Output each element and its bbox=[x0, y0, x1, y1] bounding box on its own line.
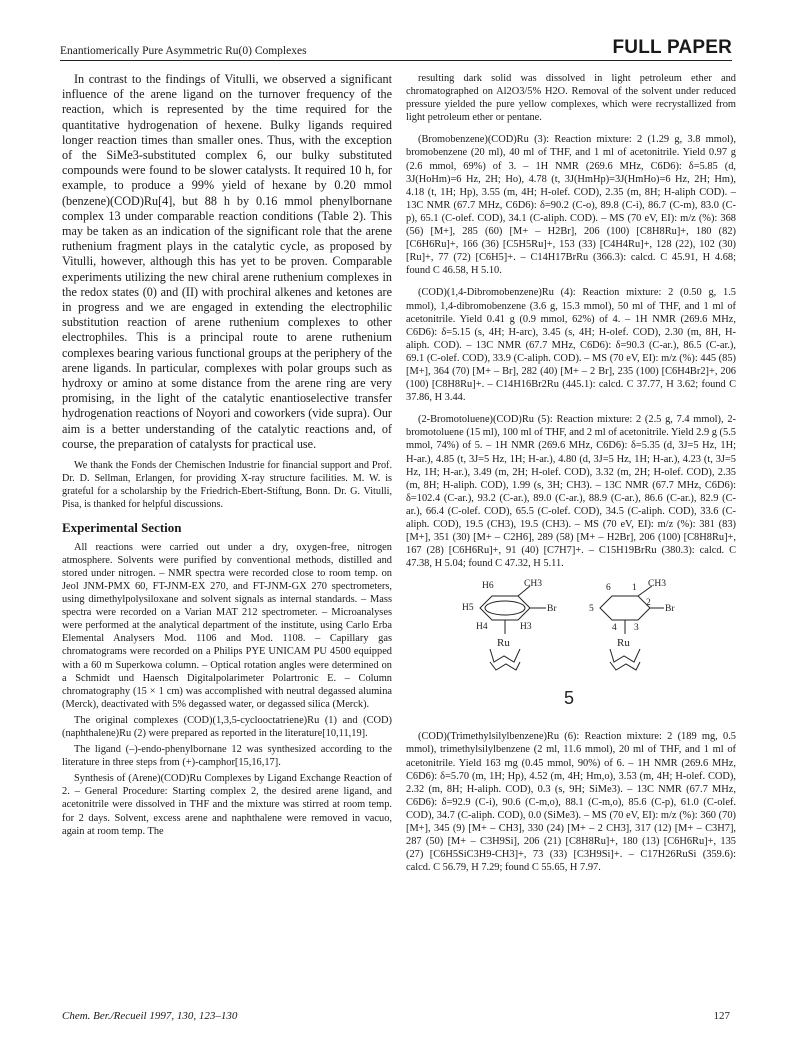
experimental-general-procedure: Synthesis of (Arene)(COD)Ru Complexes by Ligand Exchange Reaction of 2. – General Procedure: Starting complex 2, the desired arene ligand, and acetonitrile were dissolved in THF and the mixture was stirred at room temp. for 2 days. Solvent, excess arene and naphthalene were removed in vacuo, again at room temp. The bbox=[62, 773, 392, 837]
procedure-continuation: resulting dark solid was dissolved in light petroleum ether and chromatographed on Al2O3/5% H2O. Removal of the solvent under reduced pressure yielded the pure yellow complexes, which were recrystallized from light petroleum ether or pentane. bbox=[406, 73, 736, 124]
compound-6-paragraph: (COD)(Trimethylsilylbenzene)Ru (6): Reaction mixture: 2 (189 mg, 0.5 mmol), trimethylsilylbenzene (2 ml, 11.6 mmol), 20 ml of THF, and 1 ml of acetonitrile. Yield 163 mg (0.45 mmol, 90%) of 6. – 1H NMR (269.6 MHz, C6D6): δ=5.70 (m, 1H; Hp), 4.52 (m, 4H; Hm,o), 3.53 (m, 4H; H-olef. COD), 2.32 (m, 8H; H-aliph. COD), 0.3 (s, 9H; SiMe3). – 13C NMR (67.7 MHz, C6D6): δ=92.9 (C-i), 90.6 (C-m,o), 88.1 (C-m,o), 85.6 (C-p), 61.0 (C-olef. COD), 34.7 (C-aliph. COD), 0.0 (SiMe3). – MS (70 eV, EI): m/z (%): 360 (70) [M+], 345 (9) [M+ – CH3], 330 (24) [M+ – 2 CH3], 317 (12) [M+ – C3H7], 287 (50) [M+ – C3H9Si], 206 (21) [C8H8Ru]+, 180 (13) [C6H6Ru]+, 135 (27) [C6H5SiC3H9-CH3]+, 73 (33) [C3H9Si]+. – C17H26RuSi (359.6): calcd. C 56.79, H 7.29; found C 55.65, H 7.97. bbox=[406, 731, 736, 874]
label-ch3-right: CH3 bbox=[648, 579, 666, 590]
left-column bbox=[62, 72, 392, 841]
label-h4: H4 bbox=[476, 622, 488, 633]
label-ru-right: Ru bbox=[617, 637, 630, 650]
running-title: Enantiomerically Pure Asymmetric Ru(0) Complexes bbox=[60, 45, 307, 57]
label-5: 5 bbox=[589, 604, 594, 615]
experimental-heading: Experimental Section bbox=[62, 519, 182, 535]
structure-drawing bbox=[406, 574, 736, 724]
compound-number: 5 bbox=[564, 688, 575, 709]
running-header bbox=[60, 36, 732, 61]
left-arene-ring bbox=[480, 586, 546, 634]
label-ru-left: Ru bbox=[497, 637, 510, 650]
label-2: 2 bbox=[646, 598, 651, 609]
left-cod-ligand bbox=[490, 649, 520, 670]
experimental-ligand: The ligand (–)-endo-phenylbornane 12 was synthesized according to the literature in three steps from (+)-camphor[15,16,17]. bbox=[62, 744, 392, 769]
journal-citation: Chem. Ber./Recueil 1997, 130, 123–130 bbox=[62, 1010, 238, 1022]
label-h3: H3 bbox=[520, 622, 532, 633]
label-br-right: Br bbox=[665, 604, 675, 615]
label-3: 3 bbox=[634, 623, 639, 634]
intro-paragraph: In contrast to the findings of Vitulli, we observed a significant influence of the arene ligand on the turnover frequency of the reaction, which is represented by the time required for the quantitative hydrogenation of hexene. Bulky ligands required longer reaction times than smaller ones. Thus, with the exception of the SiMe3-substituted complex 6, our bulky substituted compounds were found to be slower catalysts. It required 10 h, for example, to produce a 99% yield of hexane by 0.20 mmol (benzene)(COD)Ru[4], but 88 h by 0.16 mmol phenylbornane complex 13 under comparable reaction conditions (Table 2). This may be taken as an indication of the significant role that the arene ruthenium fragment plays in the catalytic cycle, as proposed by Vitulli, however, although this has yet to be proven. Comparable experiments utilizing the new chiral arene ruthenium complexes in the redox states (0) and (II) with prochiral alkenes and ketones are in progress and we are engaged in extending the electrophilic substitution reaction of arene ruthenium complexes to other electrophiles. This is a principal route to arene ruthenium complexes bearing various functional groups at the periphery of the arene ligands. In particular, complexes with polar groups such as hydroxy or amino at some distance from the arene ring are very promising, in the light of the catalytic enantioselective transfer hydrogenation reactions of Noyori and coworkers (vide supra). Our aim is a better understanding of the catalytic reactions and, of course, the preparation of catalysts for practical use. bbox=[62, 72, 392, 451]
page-number: 127 bbox=[713, 1010, 730, 1022]
label-h5: H5 bbox=[462, 603, 474, 614]
label-1: 1 bbox=[632, 583, 637, 594]
label-br-left: Br bbox=[547, 604, 557, 615]
label-4: 4 bbox=[612, 623, 617, 634]
compound-3-paragraph: (Bromobenzene)(COD)Ru (3): Reaction mixture: 2 (1.29 g, 3.8 mmol), bromobenzene (20 ml), 40 ml of THF, and 1 ml of acetonitrile. Yield 0.97 g (2.6 mmol, 69%) of 3. – 1H NMR (269.6 MHz, C6D6): δ=5.85 (d, 3J(HoHm)=6 Hz, 2H; Ho), 4.78 (t, 3J(HmHp)=3J(HmHo)=6 Hz, 2H; Hm), 4.18 (t, 1H; Hp), 3.55 (m, 4H; H-olef. COD), 2.35 (m, 8H; H-aliph COD). – 13C NMR (67.7 MHz, C6D6): δ=90.2 (C-o), 89.8 (C-i), 86.7 (C-m), 83.0 (C-p), 65.1 (C-olef. COD), 34.1 (C-aliph. COD). – MS (70 eV, EI): m/z (%): 368 (56) [M+], 285 (60) [M+ – H2Br], 206 (100) [C8H8Ru]+, 180 (82) [C6H6Ru]+, 166 (36) [C5H5Ru]+, 153 (33) [C4H4Ru]+, 128 (22), 102 (30) [Ru]+, 77 (72) [C6H5]+. – C14H17BrRu (366.3): calcd. C 45.91, H 4.68; found C 46.58, H 5.10. bbox=[406, 134, 736, 277]
compound-5-paragraph: (2-Bromotoluene)(COD)Ru (5): Reaction mixture: 2 (2.5 g, 7.4 mmol), 2-bromotoluene (15 ml), 100 ml of THF, and 2 ml of acetonitrile. Yield 2.9 g (5.5 mmol, 74%) of 5. – 1H NMR (269.6 MHz, C6D6): δ=5.35 (d, 3J=5 Hz, 1H; H-ar.), 4.85 (t, 3J=5 Hz, 1H; H-ar.), 4.80 (d, 3J=5 Hz, 1H; H-ar.), 4.23 (t, 3J=5 Hz, 1H; H-ar.), 3.49 (m, 2H; H-olef. COD), 3.32 (m, 2H; H-olef. COD), 2.35 (m, 8H; H-aliph. COD), 1.99 (s, 3H; CH3). – 13C NMR (67.7 MHz, C6D6): δ=102.4 (C-ar.), 93.2 (C-ar.), 89.0 (C-ar.), 88.9 (C-ar.), 86.6 (C-ar.), 82.9 (C-ar.), 66.4 (C-olef. COD), 65.5 (C-olef. COD), 34.5 (C-aliph. COD), 33.6 (C-aliph. COD), 19.5 (CH3), 19.5 (CH3). – MS (70 eV, EI): m/z (%): 381 (83) [M+], 351 (30) [M+ – C2H6], 289 (58) [M+ – H2Br], 206 (100) [C8H8Ru]+, 167 (28) [C6H6Ru]+, 91 (40) [C7H7]+. – C15H19BrRu (380.3): calcd. C 47.38, H 5.04; found C 47.32, H 5.11. bbox=[406, 414, 736, 570]
right-cod-ligand bbox=[610, 649, 640, 670]
right-arene-ring bbox=[600, 586, 664, 634]
label-6: 6 bbox=[606, 583, 611, 594]
right-column bbox=[406, 72, 736, 877]
section-label: FULL PAPER bbox=[612, 37, 732, 58]
experimental-general: All reactions were carried out under a dry, oxygen-free, nitrogen atmosphere. Solvents were purified by conventional methods, distilled and stored under nitrogen. – NMR spectra were recorded close to room temp. on Jeol JNM-PMX 60, FT-JNM-EX 270, and FT-JNM-GX 270 spectrometers, using dimethylpolysiloxane and solvent signals as internal standards. – Mass spectra were recorded on a Varian MAT 212 spectrometer. – Microanalyses were performed at the analytical department of the institute, using Carlo Erba Elemental Analysers Mod. 1106 and Mod. 1108. – Capillary gas chromatograms were recorded on a Philips PYE UNICAM PU 4500 equipped with a 60 m Superkowa column. – Optical rotation angles were determined on a Schmidt und Haensch Digitalpolarimeter Polartronic E. – Column chromatography (15 × 1 cm) was accomplished with neutral degassed alumina (Merck), deactivated with 5% degassed water, or degassed silica (Merck). bbox=[62, 541, 392, 710]
compound-5-structure bbox=[406, 574, 736, 724]
compound-4-paragraph: (COD)(1,4-Dibromobenzene)Ru (4): Reaction mixture: 2 (0.50 g, 1.5 mmol), 1,4-dibromobenzene (3.6 g, 15.3 mmol), 50 ml of THF, and 1 ml of acetonitrile. Yield 0.41 g (0.9 mmol, 62%) of 4. – 1H NMR (269.6 MHz, C6D6): δ=5.15 (s, 4H; H-arc), 3.45 (s, 4H; H-olef. COD), 2.30 (m, 8H, H-aliph. COD). – 13C NMR (67.7 MHz, C6D6): δ=90.3 (C-ar.), 86.5 (C-ar.), 69.1 (C-olef. COD), 33.9 (C-aliph. COD). – MS (70 eV, EI): m/z (%): 445 (85) [M+], 364 (70) [M+ – Br], 282 (40) [M+ – 2 Br], 235 (100) [C6H4Br2]+, 206 (100) [C8H8Ru]+. – C14H16Br2Ru (445.1): calcd. C 37.77, H 3.62; found C 37.86, H 3.44. bbox=[406, 287, 736, 404]
label-h6: H6 bbox=[482, 581, 494, 592]
experimental-starting-complexes: The original complexes (COD)(1,3,5-cyclooctatriene)Ru (1) and (COD)(naphthalene)Ru (2) were prepared as reported in the literature[10,11,19]. bbox=[62, 714, 392, 740]
acknowledgements: We thank the Fonds der Chemischen Industrie for financial support and Prof. Dr. D. Sellman, Erlangen, for providing X-ray structure facilities. M. W. is grateful for a scholarship by the Friedrich-Ebert-Stiftung, Bonn. Dr. G. Vitulli, Pisa, is thanked for helpful discussions. bbox=[62, 460, 392, 510]
label-ch3-left: CH3 bbox=[524, 579, 542, 590]
